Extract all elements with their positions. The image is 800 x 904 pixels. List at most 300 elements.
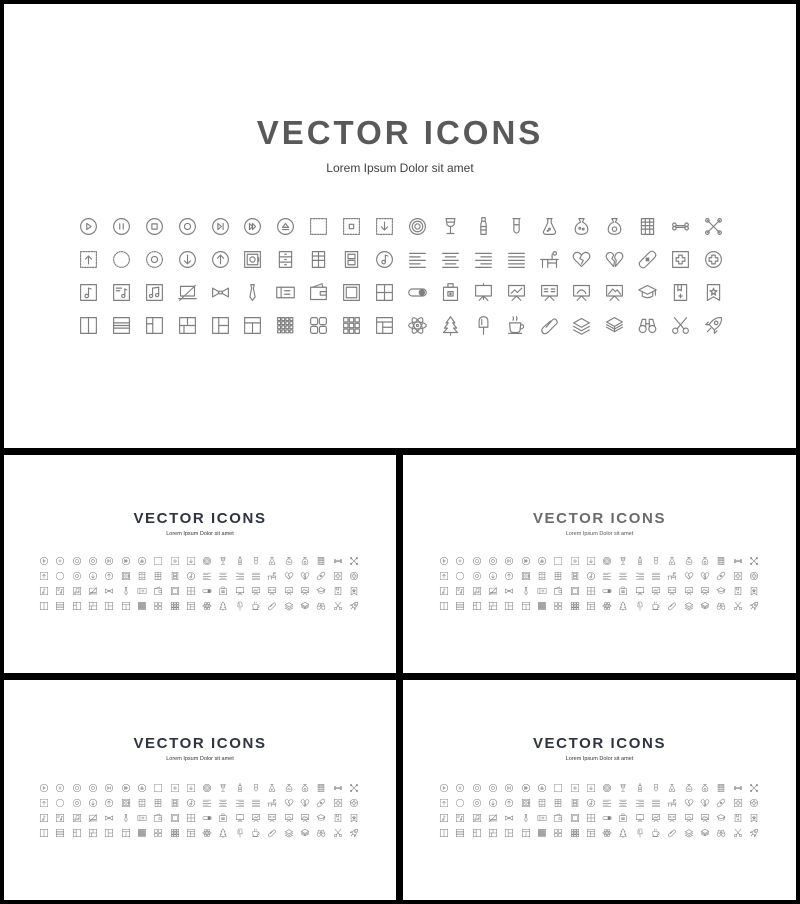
- potion-bag-icon: [566, 216, 599, 237]
- broken-heart-alt-icon: [697, 797, 713, 808]
- graduation-cap-icon: [713, 585, 729, 596]
- crossed-tools-icon: [346, 555, 362, 566]
- music-note-box-icon: [36, 585, 52, 596]
- main-slide: [4, 4, 796, 448]
- frame-icon: [566, 812, 582, 823]
- eject-circle-icon: [134, 555, 150, 566]
- toggle-icon: [599, 812, 615, 823]
- lock-box-icon: [615, 585, 631, 596]
- layout-sidebar-icon: [138, 315, 171, 336]
- music-double-note-icon: [469, 585, 485, 596]
- presentation-board-icon: [632, 585, 648, 596]
- download-box-icon: [183, 555, 199, 566]
- align-right-icon: [632, 797, 648, 808]
- arrow-up-circle-icon: [501, 797, 517, 808]
- desk-lamp-icon: [533, 249, 566, 270]
- presentation-text-icon: [533, 282, 566, 303]
- necktie-icon: [117, 812, 133, 823]
- layers-icon: [566, 315, 599, 336]
- medical-cross-circle-icon: [746, 797, 762, 808]
- music-note-box-icon: [436, 812, 452, 823]
- bookmark-star-icon: [346, 812, 362, 823]
- eject-circle-icon: [534, 555, 550, 566]
- paperclip-icon: [264, 600, 280, 611]
- presentation-text-icon: [264, 812, 280, 823]
- popsicle-icon: [232, 600, 248, 611]
- disabled-laptop-icon: [485, 812, 501, 823]
- building-icon: [713, 555, 729, 566]
- rocket-icon: [746, 600, 762, 611]
- bookmark-plus-icon: [729, 585, 745, 596]
- layout-two-columns-icon: [36, 600, 52, 611]
- broken-heart-icon: [280, 570, 296, 581]
- pause-circle-icon: [52, 782, 68, 793]
- potion-bag-icon: [680, 555, 696, 566]
- safe-icon: [517, 797, 533, 808]
- cabinet-icon: [269, 249, 302, 270]
- layers-stack-icon: [697, 827, 713, 838]
- broken-heart-alt-icon: [697, 570, 713, 581]
- align-right-icon: [632, 570, 648, 581]
- upload-box-icon: [72, 249, 105, 270]
- file-cabinet-icon: [335, 249, 368, 270]
- necktie-icon: [517, 812, 533, 823]
- paperclip-icon: [664, 827, 680, 838]
- presentation-mountain-icon: [598, 282, 631, 303]
- music-double-note-icon: [469, 812, 485, 823]
- layout-header-split-icon: [485, 827, 501, 838]
- thumbnail-slide-4[interactable]: [403, 680, 796, 900]
- dashed-square-icon: [550, 782, 566, 793]
- graduation-cap-icon: [313, 812, 329, 823]
- presentation-mountain-icon: [697, 812, 713, 823]
- layout-small-grid-icon: [335, 315, 368, 336]
- arrow-down-circle-icon: [85, 570, 101, 581]
- record-circle-icon: [485, 782, 501, 793]
- necktie-icon: [517, 585, 533, 596]
- layout-grid-dots-icon: [269, 315, 302, 336]
- align-left-icon: [401, 249, 434, 270]
- potion-flask-icon: [664, 782, 680, 793]
- wallet-icon: [550, 812, 566, 823]
- presentation-chart-icon: [648, 585, 664, 596]
- upload-box-icon: [436, 797, 452, 808]
- layout-split-left-icon: [101, 600, 117, 611]
- broken-heart-icon: [680, 570, 696, 581]
- broken-heart-alt-icon: [297, 570, 313, 581]
- slide-title: VECTOR ICONS: [532, 735, 667, 752]
- shelf-icon: [150, 797, 166, 808]
- frame-icon: [566, 585, 582, 596]
- graduation-cap-icon: [631, 282, 664, 303]
- play-circle-icon: [436, 555, 452, 566]
- layout-grid-dots-icon: [134, 600, 150, 611]
- presentation-mountain-icon: [697, 585, 713, 596]
- file-cabinet-icon: [166, 797, 182, 808]
- wine-glass-icon: [434, 216, 467, 237]
- money-bag-icon: [697, 782, 713, 793]
- paperclip-icon: [664, 600, 680, 611]
- disabled-laptop-icon: [171, 282, 204, 303]
- layout-dashboard-icon: [183, 827, 199, 838]
- next-track-circle-icon: [117, 782, 133, 793]
- dog-bone-icon: [329, 782, 345, 793]
- presentation-board-icon: [632, 812, 648, 823]
- presentation-board-icon: [232, 585, 248, 596]
- skip-forward-circle-icon: [101, 555, 117, 566]
- presentation-arc-icon: [680, 812, 696, 823]
- arrow-up-circle-icon: [204, 249, 237, 270]
- popsicle-icon: [632, 600, 648, 611]
- rocket-icon: [697, 315, 730, 336]
- presentation-arc-icon: [566, 282, 599, 303]
- icon-grid: [436, 555, 762, 611]
- disabled-laptop-icon: [485, 585, 501, 596]
- grid-four-icon: [368, 282, 401, 303]
- coffee-cup-icon: [248, 600, 264, 611]
- binoculars-icon: [713, 827, 729, 838]
- stop-circle-icon: [69, 782, 85, 793]
- layers-stack-icon: [697, 600, 713, 611]
- potion-flask-icon: [533, 216, 566, 237]
- potion-flask-icon: [264, 782, 280, 793]
- layout-dashboard-icon: [183, 600, 199, 611]
- presentation-chart-icon: [648, 812, 664, 823]
- skip-forward-circle-icon: [101, 782, 117, 793]
- skip-forward-circle-icon: [501, 555, 517, 566]
- download-box-icon: [183, 782, 199, 793]
- layout-dashboard-icon: [368, 315, 401, 336]
- test-tube-icon: [648, 782, 664, 793]
- wine-glass-icon: [215, 555, 231, 566]
- dashed-square-icon: [150, 782, 166, 793]
- dashed-square-dot-icon: [166, 782, 182, 793]
- dashed-square-icon: [550, 555, 566, 566]
- crossed-tools-icon: [746, 555, 762, 566]
- layers-stack-icon: [297, 827, 313, 838]
- pine-tree-icon: [215, 600, 231, 611]
- grid-four-icon: [583, 585, 599, 596]
- layout-two-columns-icon: [72, 315, 105, 336]
- target-icon: [199, 782, 215, 793]
- thumbnail-slide-2[interactable]: [403, 455, 796, 673]
- bow-tie-icon: [101, 585, 117, 596]
- dashed-square-icon: [150, 555, 166, 566]
- align-justify-icon: [248, 570, 264, 581]
- layout-header-split-icon: [171, 315, 204, 336]
- bookmark-star-icon: [746, 812, 762, 823]
- bookmark-star-icon: [697, 282, 730, 303]
- align-left-icon: [599, 797, 615, 808]
- align-justify-icon: [648, 570, 664, 581]
- dashed-square-dot-icon: [566, 782, 582, 793]
- coffee-cup-icon: [648, 827, 664, 838]
- potion-bag-icon: [680, 782, 696, 793]
- align-justify-icon: [500, 249, 533, 270]
- layout-rounded-grid-icon: [302, 315, 335, 336]
- first-aid-box-icon: [664, 249, 697, 270]
- frame-icon: [335, 282, 368, 303]
- thumbnail-slide-1[interactable]: [4, 455, 396, 673]
- slide-title: VECTOR ICONS: [256, 114, 544, 151]
- graduation-cap-icon: [313, 585, 329, 596]
- bandage-icon: [713, 570, 729, 581]
- potion-bag-icon: [280, 555, 296, 566]
- bow-tie-icon: [501, 812, 517, 823]
- music-notes-box-icon: [105, 282, 138, 303]
- wallet-icon: [550, 585, 566, 596]
- bow-tie-icon: [501, 585, 517, 596]
- atom-icon: [199, 827, 215, 838]
- layout-two-columns-icon: [436, 600, 452, 611]
- atom-icon: [599, 827, 615, 838]
- icon-grid: [36, 555, 362, 611]
- file-cabinet-icon: [166, 570, 182, 581]
- layout-header-split-icon: [85, 600, 101, 611]
- align-right-icon: [232, 570, 248, 581]
- layout-two-rows-icon: [52, 600, 68, 611]
- next-track-circle-icon: [117, 555, 133, 566]
- safe-icon: [237, 249, 270, 270]
- cabinet-icon: [134, 797, 150, 808]
- play-circle-icon: [436, 782, 452, 793]
- slide-subtitle: Lorem Ipsum Dolor sit amet: [166, 756, 234, 762]
- potion-bag-icon: [280, 782, 296, 793]
- bottle-icon: [232, 555, 248, 566]
- shelf-icon: [550, 797, 566, 808]
- bandage-icon: [313, 570, 329, 581]
- upload-box-icon: [36, 570, 52, 581]
- desk-lamp-icon: [264, 797, 280, 808]
- arrow-down-circle-icon: [171, 249, 204, 270]
- ticket-icon: [134, 812, 150, 823]
- money-bag-icon: [297, 555, 313, 566]
- test-tube-icon: [500, 216, 533, 237]
- align-center-icon: [615, 570, 631, 581]
- align-left-icon: [599, 570, 615, 581]
- lock-box-icon: [615, 812, 631, 823]
- coffee-cup-icon: [648, 600, 664, 611]
- wallet-icon: [150, 585, 166, 596]
- medical-cross-circle-icon: [746, 570, 762, 581]
- dog-bone-icon: [729, 782, 745, 793]
- bow-tie-icon: [204, 282, 237, 303]
- grid-four-icon: [583, 812, 599, 823]
- atom-icon: [599, 600, 615, 611]
- music-disc-icon: [183, 797, 199, 808]
- icon-grid: [436, 782, 762, 838]
- layout-two-rows-icon: [52, 827, 68, 838]
- slide-subtitle: Lorem Ipsum Dolor sit amet: [326, 161, 474, 175]
- dashed-circle-dot-icon: [138, 249, 171, 270]
- dashed-square-dot-icon: [566, 555, 582, 566]
- presentation-arc-icon: [680, 585, 696, 596]
- slide-subtitle: Lorem Ipsum Dolor sit amet: [565, 756, 634, 762]
- eject-circle-icon: [134, 782, 150, 793]
- music-note-box-icon: [72, 282, 105, 303]
- test-tube-icon: [248, 555, 264, 566]
- stop-circle-icon: [469, 555, 485, 566]
- align-center-icon: [215, 797, 231, 808]
- presentation-text-icon: [664, 585, 680, 596]
- scissors-icon: [729, 600, 745, 611]
- safe-icon: [117, 797, 133, 808]
- target-icon: [199, 555, 215, 566]
- toggle-icon: [199, 812, 215, 823]
- dashed-square-dot-icon: [166, 555, 182, 566]
- coffee-cup-icon: [248, 827, 264, 838]
- dashed-circle-icon: [52, 797, 68, 808]
- align-center-icon: [434, 249, 467, 270]
- layout-header-split-icon: [85, 827, 101, 838]
- align-right-icon: [467, 249, 500, 270]
- arrow-up-circle-icon: [101, 797, 117, 808]
- next-track-circle-icon: [237, 216, 270, 237]
- layout-grid-dots-icon: [134, 827, 150, 838]
- broken-heart-alt-icon: [598, 249, 631, 270]
- align-center-icon: [215, 570, 231, 581]
- first-aid-box-icon: [729, 797, 745, 808]
- bookmark-star-icon: [346, 585, 362, 596]
- presentation-text-icon: [664, 812, 680, 823]
- dashed-circle-dot-icon: [469, 570, 485, 581]
- music-disc-icon: [368, 249, 401, 270]
- layout-two-columns-icon: [36, 827, 52, 838]
- layers-stack-icon: [297, 600, 313, 611]
- layout-top-bar-icon: [117, 600, 133, 611]
- layers-stack-icon: [598, 315, 631, 336]
- bow-tie-icon: [101, 812, 117, 823]
- binoculars-icon: [313, 827, 329, 838]
- presentation-board-icon: [232, 812, 248, 823]
- icon-grid: [72, 216, 730, 336]
- align-center-icon: [615, 797, 631, 808]
- arrow-down-circle-icon: [85, 797, 101, 808]
- crossed-tools-icon: [697, 216, 730, 237]
- stop-circle-icon: [69, 555, 85, 566]
- desk-lamp-icon: [664, 797, 680, 808]
- slide-subtitle: Lorem Ipsum Dolor sit amet: [565, 531, 634, 537]
- atom-icon: [199, 600, 215, 611]
- skip-forward-circle-icon: [501, 782, 517, 793]
- bottle-icon: [467, 216, 500, 237]
- presentation-arc-icon: [280, 812, 296, 823]
- bookmark-star-icon: [746, 585, 762, 596]
- ticket-icon: [534, 585, 550, 596]
- wine-glass-icon: [615, 782, 631, 793]
- wallet-icon: [150, 812, 166, 823]
- graduation-cap-icon: [713, 812, 729, 823]
- bandage-icon: [313, 797, 329, 808]
- layout-split-left-icon: [501, 600, 517, 611]
- atom-icon: [401, 315, 434, 336]
- music-disc-icon: [183, 570, 199, 581]
- pine-tree-icon: [215, 827, 231, 838]
- music-double-note-icon: [69, 812, 85, 823]
- play-circle-icon: [72, 216, 105, 237]
- slide-title: VECTOR ICONS: [133, 510, 267, 527]
- crossed-tools-icon: [346, 782, 362, 793]
- bookmark-plus-icon: [329, 812, 345, 823]
- pause-circle-icon: [52, 555, 68, 566]
- medical-cross-circle-icon: [346, 570, 362, 581]
- broken-heart-icon: [280, 797, 296, 808]
- layout-small-grid-icon: [166, 600, 182, 611]
- pause-circle-icon: [105, 216, 138, 237]
- safe-icon: [517, 570, 533, 581]
- layout-top-bar-icon: [517, 827, 533, 838]
- layout-split-left-icon: [204, 315, 237, 336]
- layout-small-grid-icon: [166, 827, 182, 838]
- grid-four-icon: [183, 812, 199, 823]
- wine-glass-icon: [215, 782, 231, 793]
- dashed-circle-dot-icon: [469, 797, 485, 808]
- toggle-icon: [401, 282, 434, 303]
- cabinet-icon: [534, 797, 550, 808]
- broken-heart-alt-icon: [297, 797, 313, 808]
- next-track-circle-icon: [517, 555, 533, 566]
- bandage-icon: [631, 249, 664, 270]
- cabinet-icon: [534, 570, 550, 581]
- record-circle-icon: [85, 782, 101, 793]
- layout-top-bar-icon: [517, 600, 533, 611]
- arrow-up-circle-icon: [101, 570, 117, 581]
- rocket-icon: [346, 600, 362, 611]
- layout-split-left-icon: [501, 827, 517, 838]
- ticket-icon: [134, 585, 150, 596]
- crossed-tools-icon: [746, 782, 762, 793]
- play-circle-icon: [36, 782, 52, 793]
- layout-rounded-grid-icon: [550, 827, 566, 838]
- money-bag-icon: [297, 782, 313, 793]
- presentation-mountain-icon: [297, 812, 313, 823]
- arrow-down-circle-icon: [485, 570, 501, 581]
- lock-box-icon: [215, 585, 231, 596]
- binoculars-icon: [631, 315, 664, 336]
- thumbnail-slide-3[interactable]: [4, 680, 396, 900]
- target-icon: [599, 555, 615, 566]
- disabled-laptop-icon: [85, 585, 101, 596]
- potion-flask-icon: [664, 555, 680, 566]
- target-icon: [599, 782, 615, 793]
- presentation-chart-icon: [248, 585, 264, 596]
- bookmark-plus-icon: [729, 812, 745, 823]
- music-double-note-icon: [69, 585, 85, 596]
- building-icon: [313, 555, 329, 566]
- layout-sidebar-icon: [69, 600, 85, 611]
- bottle-icon: [632, 555, 648, 566]
- paperclip-icon: [264, 827, 280, 838]
- medical-cross-circle-icon: [346, 797, 362, 808]
- music-double-note-icon: [138, 282, 171, 303]
- presentation-arc-icon: [280, 585, 296, 596]
- dashed-square-dot-icon: [335, 216, 368, 237]
- dashed-square-icon: [302, 216, 335, 237]
- play-circle-icon: [36, 555, 52, 566]
- building-icon: [631, 216, 664, 237]
- dashed-circle-icon: [52, 570, 68, 581]
- eject-circle-icon: [269, 216, 302, 237]
- download-box-icon: [583, 782, 599, 793]
- shelf-icon: [150, 570, 166, 581]
- icon-grid: [36, 782, 362, 838]
- music-disc-icon: [583, 570, 599, 581]
- pine-tree-icon: [615, 600, 631, 611]
- layout-rounded-grid-icon: [150, 827, 166, 838]
- toggle-icon: [199, 585, 215, 596]
- coffee-cup-icon: [500, 315, 533, 336]
- slide-title: VECTOR ICONS: [532, 510, 667, 527]
